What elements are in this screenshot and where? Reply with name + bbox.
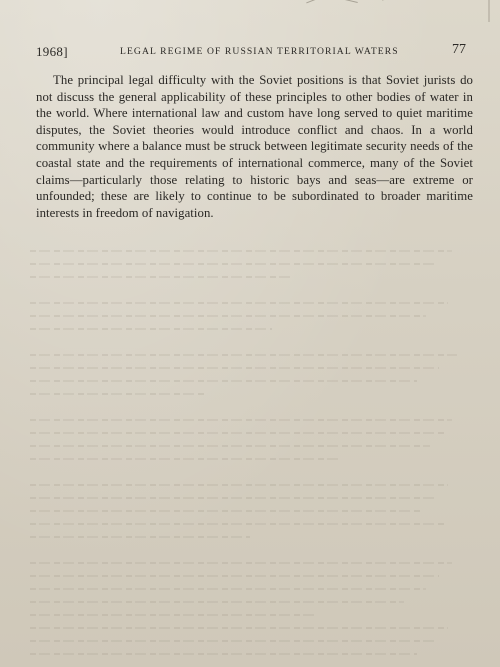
running-header bbox=[36, 42, 466, 62]
page-number: 77 bbox=[452, 42, 466, 57]
header-year: 1968] bbox=[36, 44, 68, 59]
handwritten-pencil-mark bbox=[300, 0, 471, 16]
reverse-side-bleed-through bbox=[30, 250, 470, 660]
running-title: LEGAL REGIME OF RUSSIAN TERRITORIAL WATERS bbox=[120, 46, 399, 57]
body-paragraph: The principal legal difficulty with the Soviet positions is that Soviet jurists do not discuss the general applicability of these principles to other bodies of water in the world. Where international law and custom have long served to quiet maritime disputes, the Soviet theories would introduce conflict and chaos. In a world community where a balance must be struck between legitimate security needs of the coastal state and the requirements of international commerce, many of the Soviet claims—particularly those relating to historic bays and seas—are extreme or unfounded; these are likely to continue to be subordinated to broader maritime interests in freedom of navigation. bbox=[36, 73, 473, 220]
page-edge-mark bbox=[488, 0, 500, 22]
